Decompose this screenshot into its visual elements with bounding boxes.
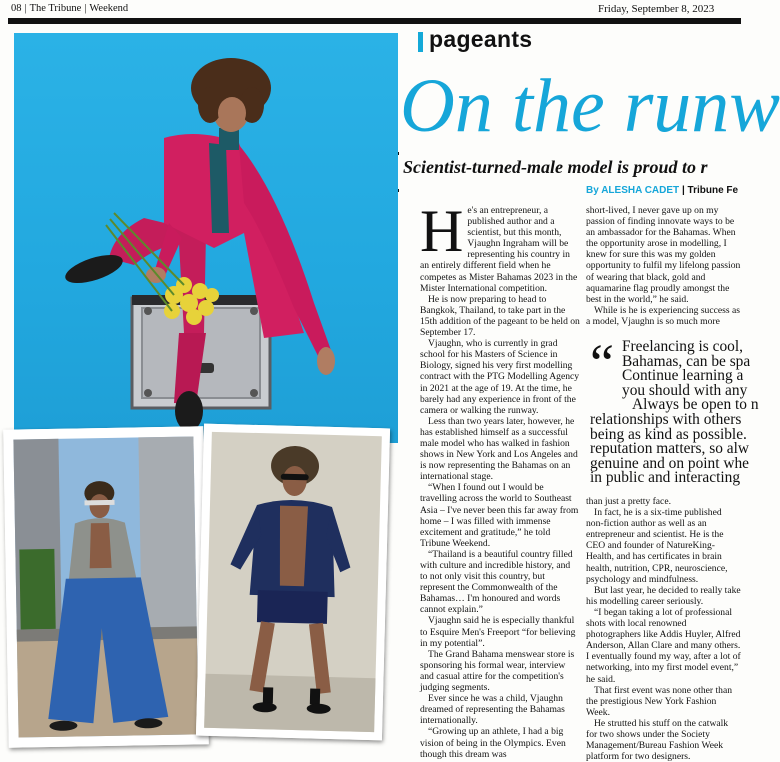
photo-street (3, 426, 209, 747)
article-paragraph: But last year, he decided to really take his modelling career seriously. (586, 584, 741, 607)
pull-quote-line: genuine and on point whe (590, 454, 750, 472)
article-paragraph: While is he is experiencing success as a model, Vjaughn is so much more (586, 304, 740, 327)
article-paragraph: than just a pretty face. (586, 496, 671, 507)
photo-street-illustration (3, 426, 209, 747)
masthead-left: 08 | The Tribune | Weekend (8, 3, 131, 14)
byline-author: By ALESHA CADET (586, 185, 680, 196)
pull-quote-line: relationships with others (590, 410, 742, 428)
pull-quote-line: you should with any (622, 381, 748, 399)
article-paragraph: He is now preparing to head to Bangkok, Thailand, to take part in the 15th addition of the pageant to be held on September 17. (420, 293, 580, 339)
article-paragraph: “I began taking a lot of professional shots with local renowned photographers like Addis Huyler, Alfred Anderson, Allan Clare and many others. I eventually found my way, after a lot of networking, into my first model event,” he said. (586, 606, 741, 685)
article-paragraph: In fact, he is a six-time published non-fiction author as well as an entrepreneur and scientist. He is the CEO and founder of NatureKing-Health, and has certificates in brain health, nutrition, CPR, neuroscience, psychology and mindfulness. (586, 507, 728, 585)
article-column-1 (420, 198, 580, 760)
photo-wall-illustration (196, 424, 390, 741)
byline (586, 185, 738, 196)
article-column-2-bottom (586, 496, 741, 762)
article-paragraph: short-lived, I never gave up on my passion of finding innovate ways to be an ambassador for the Bahamas. When the opportunity arose in modelling, I knew for sure this was my golden opportunity to fulfil my lifelong passion of wearing that black, gold and aquamarine flag proudly amongst the best in the world,” he said. (586, 205, 741, 305)
pull-quote-line: Freelancing is cool, (622, 338, 743, 355)
paper-name: The Tribune (29, 3, 82, 14)
section-name: Weekend (89, 3, 129, 14)
main-photo (14, 33, 398, 443)
article-paragraph: “Thailand is a beautiful country filled with culture and incredible history, and to not only visit this country, but represent the Commonwealth of the Bahamas… I'm honoured and words cannot explain.” (420, 548, 573, 616)
pull-quote-line: in public and interacting (590, 469, 741, 487)
article-paragraph: That first event was none other than the prestigious New York Fashion Week. (586, 684, 732, 718)
pull-quote-line: being as kind as possible. (590, 425, 747, 443)
page-number: 08 (11, 3, 22, 14)
article-paragraph-1: He's an entrepreneur, a published author and a scientist, but this month, Vjaughn Ingraham will be representing his country in an entirely different field when he competes as Mister Bahamas 2023 in the Mister International competition. (420, 198, 578, 294)
pull-quote-line: reputation matters, so alw (590, 440, 749, 458)
dropcap: H (420, 198, 464, 264)
article-paragraph: Less than two years later, however, he has established himself as a successful male model who has walked in fashion shows in New York and Los Angeles and is now representing the Bahamas on an international stage. (420, 415, 578, 483)
article-paragraph: The Grand Bahama menswear store is sponsoring his formal wear, interview and casual attire for the competition's judging segments. (420, 648, 575, 694)
article-paragraph: Vjaughn, who is currently in grad school for his Masters of Science in Biology, signed his very first modelling contract with the PTG Modelling Agency in 2021 at the age of 19. At the time, he barely had any experience in front of the camera or walking the runway. (420, 338, 580, 416)
article-paragraph: “When I found out I would be travelling across the world to Southeast Asia – I've never been this far away from home – I was filled with immense excitement and gratitude,” he told Tribune Weekend. (420, 482, 579, 549)
masthead-rule (8, 18, 741, 24)
article-paragraph: He strutted his stuff on the catwalk for two shows under the Society Management/Bureau Fashion Week platform for two designers. (586, 717, 729, 762)
subhead: Scientist-turned-male model is proud to r (403, 157, 708, 177)
pull-quote-line: Bahamas, can be spa (622, 352, 751, 370)
section-tag-bar (418, 32, 423, 52)
pull-quote (590, 338, 759, 487)
pull-quote-line: Continue learning a (622, 367, 744, 385)
section-tag: pageants (429, 26, 533, 52)
photo-wall (196, 424, 390, 741)
main-photo-illustration (14, 33, 398, 443)
article-paragraph: “Growing up an athlete, I had a big vision of being in the Olympics. Even though this dream was (420, 726, 566, 760)
article-paragraph: Vjaughn said he is especially thankful to Esquire Men's Freeport “for believing in my potential”. (420, 615, 576, 649)
article-column-2-top (586, 205, 741, 335)
byline-outlet: | Tribune Fe (681, 185, 739, 196)
article-paragraph: Ever since he was a child, Vjaughn dreamed of representing the Bahamas internationally. (420, 693, 565, 727)
masthead-date: Friday, September 8, 2023 (598, 3, 715, 15)
headline: On the runw (400, 64, 780, 148)
quote-mark-icon: “ (590, 333, 614, 393)
pull-quote-line: Always be open to n (632, 396, 759, 414)
